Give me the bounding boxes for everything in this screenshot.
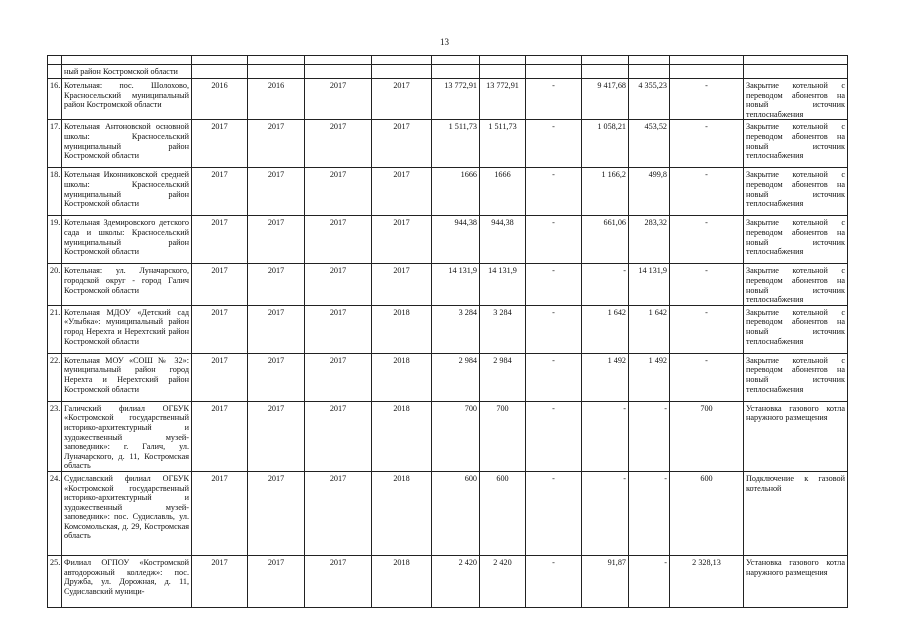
total-cost-cell: 2 420	[432, 555, 480, 607]
measure-description-cell: Закрытие котельной с переводом абонентов на новый источник теплоснабжения	[744, 120, 848, 168]
federal-budget-cell: -	[526, 264, 582, 305]
row-number-cell: 18.	[48, 168, 62, 216]
table-row	[48, 353, 848, 401]
other-sources-cell: -	[670, 79, 744, 120]
table-row	[48, 79, 848, 120]
row-number-cell: 23.	[48, 401, 62, 471]
regional-budget-cell: -	[582, 471, 629, 555]
other-sources-cell: 2 328,13	[670, 555, 744, 607]
design-end-year-cell: 2017	[248, 120, 305, 168]
construction-end-year-cell: 2017	[372, 120, 432, 168]
other-sources-cell: -	[670, 353, 744, 401]
other-sources-cell: 600	[670, 471, 744, 555]
local-budget-cell: -	[629, 471, 670, 555]
row-number-cell: 25.	[48, 555, 62, 607]
table-row	[48, 120, 848, 168]
object-name-cell: Котельная Здемировского детского сада и школы: Красносельский муниципальный район Костромской области	[62, 216, 192, 264]
financing-total-cell: 700	[480, 401, 526, 471]
design-end-year-cell: 2017	[248, 305, 305, 353]
regional-budget-cell: -	[582, 264, 629, 305]
other-sources-cell: -	[670, 264, 744, 305]
object-name-cell: Котельная Антоновской основной школы: Красносельский муниципальный район Костромской области	[62, 120, 192, 168]
construction-start-year-cell: 2017	[305, 401, 372, 471]
row-number-cell: 16.	[48, 79, 62, 120]
design-start-year-cell: 2017	[192, 264, 248, 305]
design-start-year-cell: 2017	[192, 555, 248, 607]
table-row-continuation	[48, 65, 848, 79]
table-row	[48, 471, 848, 555]
table-row	[48, 555, 848, 607]
federal-budget-cell: -	[526, 79, 582, 120]
construction-end-year-cell: 2017	[372, 216, 432, 264]
other-sources-cell: 700	[670, 401, 744, 471]
regional-budget-cell: 661,06	[582, 216, 629, 264]
object-name-cell: Котельная: пос. Шолохово, Красносельский муниципальный район Костромской области	[62, 79, 192, 120]
design-end-year-cell: 2017	[248, 555, 305, 607]
total-cost-cell: 3 284	[432, 305, 480, 353]
table-row	[48, 264, 848, 305]
design-end-year-cell: 2017	[248, 353, 305, 401]
regional-budget-cell: 1 642	[582, 305, 629, 353]
table-row	[48, 401, 848, 471]
design-start-year-cell: 2017	[192, 471, 248, 555]
measure-description-cell: Подключение к газовой котельной	[744, 471, 848, 555]
regional-budget-cell: 1 166,2	[582, 168, 629, 216]
row-number-cell: 21.	[48, 305, 62, 353]
construction-start-year-cell: 2017	[305, 471, 372, 555]
local-budget-cell: 1 492	[629, 353, 670, 401]
row-number-cell: 19.	[48, 216, 62, 264]
financing-total-cell: 2 420	[480, 555, 526, 607]
design-end-year-cell: 2016	[248, 79, 305, 120]
total-cost-cell: 600	[432, 471, 480, 555]
measure-description-cell: Закрытие котельной с переводом абонентов на новый источник теплоснабжения	[744, 353, 848, 401]
federal-budget-cell: -	[526, 555, 582, 607]
construction-start-year-cell: 2017	[305, 264, 372, 305]
total-cost-cell: 14 131,9	[432, 264, 480, 305]
local-budget-cell: 4 355,23	[629, 79, 670, 120]
regional-budget-cell: 9 417,68	[582, 79, 629, 120]
federal-budget-cell: -	[526, 305, 582, 353]
object-name-cell: Котельная: ул. Луначарского, городской округ - город Галич Костромской области	[62, 264, 192, 305]
local-budget-cell: -	[629, 401, 670, 471]
total-cost-cell: 13 772,91	[432, 79, 480, 120]
construction-end-year-cell: 2018	[372, 471, 432, 555]
local-budget-cell: -	[629, 555, 670, 607]
other-sources-cell: -	[670, 168, 744, 216]
table-row	[48, 305, 848, 353]
design-start-year-cell: 2016	[192, 79, 248, 120]
local-budget-cell: 499,8	[629, 168, 670, 216]
federal-budget-cell: -	[526, 401, 582, 471]
construction-start-year-cell: 2017	[305, 305, 372, 353]
object-name-cell: Котельная МДОУ «Детский сад «Улыбка»: муниципальный район город Нерехта и Нерехтский район Костромской области	[62, 305, 192, 353]
federal-budget-cell: -	[526, 216, 582, 264]
design-start-year-cell: 2017	[192, 168, 248, 216]
measure-description-cell: Закрытие котельной с переводом абонентов на новый источник теплоснабжения	[744, 264, 848, 305]
design-start-year-cell: 2017	[192, 353, 248, 401]
measure-description-cell: Установка газового котла наружного размещения	[744, 555, 848, 607]
local-budget-cell: 453,52	[629, 120, 670, 168]
construction-start-year-cell: 2017	[305, 555, 372, 607]
design-start-year-cell: 2017	[192, 216, 248, 264]
design-end-year-cell: 2017	[248, 216, 305, 264]
financing-total-cell: 2 984	[480, 353, 526, 401]
total-cost-cell: 700	[432, 401, 480, 471]
object-name-cell: Филиал ОГПОУ «Костромской автодорожный колледж»: пос. Дружба, ул. Дорожная, д. 11, Судиславский муници-	[62, 555, 192, 607]
construction-end-year-cell: 2018	[372, 305, 432, 353]
other-sources-cell: -	[670, 120, 744, 168]
measure-description-cell: Закрытие котельной с переводом абонентов на новый источник теплоснабжения	[744, 305, 848, 353]
construction-end-year-cell: 2017	[372, 264, 432, 305]
financing-total-cell: 600	[480, 471, 526, 555]
row-number-cell: 22.	[48, 353, 62, 401]
row-number-cell: 17.	[48, 120, 62, 168]
local-budget-cell: 14 131,9	[629, 264, 670, 305]
row-number-cell	[48, 65, 62, 79]
design-end-year-cell: 2017	[248, 168, 305, 216]
regional-budget-cell: 91,87	[582, 555, 629, 607]
construction-start-year-cell: 2017	[305, 79, 372, 120]
federal-budget-cell: -	[526, 353, 582, 401]
construction-start-year-cell: 2017	[305, 168, 372, 216]
total-cost-cell: 1 511,73	[432, 120, 480, 168]
federal-budget-cell: -	[526, 471, 582, 555]
other-sources-cell: -	[670, 305, 744, 353]
design-start-year-cell: 2017	[192, 401, 248, 471]
construction-end-year-cell: 2018	[372, 401, 432, 471]
financing-total-cell: 13 772,91	[480, 79, 526, 120]
measure-description-cell: Закрытие котельной с переводом абонентов на новый источник теплоснабжения	[744, 168, 848, 216]
financing-total-cell: 3 284	[480, 305, 526, 353]
construction-end-year-cell: 2017	[372, 168, 432, 216]
table-row	[48, 216, 848, 264]
design-start-year-cell: 2017	[192, 120, 248, 168]
design-end-year-cell: 2017	[248, 471, 305, 555]
row-number-cell: 20.	[48, 264, 62, 305]
total-cost-cell: 2 984	[432, 353, 480, 401]
financing-total-cell: 14 131,9	[480, 264, 526, 305]
page-number: 13	[440, 37, 449, 47]
local-budget-cell: 283,32	[629, 216, 670, 264]
table-header-strip	[48, 56, 848, 65]
other-sources-cell: -	[670, 216, 744, 264]
federal-budget-cell: -	[526, 168, 582, 216]
measure-description-cell: Закрытие котельной с переводом абонентов на новый источник теплоснабжения	[744, 216, 848, 264]
construction-start-year-cell: 2017	[305, 216, 372, 264]
design-end-year-cell: 2017	[248, 401, 305, 471]
measure-description-cell: Установка газового котла наружного размещения	[744, 401, 848, 471]
financing-total-cell: 944,38	[480, 216, 526, 264]
construction-end-year-cell: 2018	[372, 555, 432, 607]
table-row	[48, 168, 848, 216]
total-cost-cell: 1666	[432, 168, 480, 216]
regional-budget-cell: 1 058,21	[582, 120, 629, 168]
object-name-cell: Котельная МОУ «СОШ № 32»: муниципальный район город Нерехта и Нерехтский район Костромской области	[62, 353, 192, 401]
object-name-cell: ный район Костромской области	[62, 65, 192, 79]
construction-end-year-cell: 2018	[372, 353, 432, 401]
financing-total-cell: 1666	[480, 168, 526, 216]
design-end-year-cell: 2017	[248, 264, 305, 305]
local-budget-cell: 1 642	[629, 305, 670, 353]
financing-total-cell: 1 511,73	[480, 120, 526, 168]
object-name-cell: Галичский филиал ОГБУК «Костромской государственный историко-архитектурный и художественный музей-заповедник»: г. Галич, ул. Луначарского, д. 11, Костромская область	[62, 401, 192, 471]
object-name-cell: Котельная Иконниковской средней школы: Красносельский муниципальный район Костромской области	[62, 168, 192, 216]
construction-end-year-cell: 2017	[372, 79, 432, 120]
regional-budget-cell: 1 492	[582, 353, 629, 401]
construction-start-year-cell: 2017	[305, 353, 372, 401]
federal-budget-cell: -	[526, 120, 582, 168]
row-number-cell: 24.	[48, 471, 62, 555]
design-start-year-cell: 2017	[192, 305, 248, 353]
regional-budget-cell: -	[582, 401, 629, 471]
total-cost-cell: 944,38	[432, 216, 480, 264]
measure-description-cell: Закрытие котельной с переводом абонентов на новый источник теплоснабжения	[744, 79, 848, 120]
projects-table	[47, 55, 848, 608]
construction-start-year-cell: 2017	[305, 120, 372, 168]
object-name-cell: Судиславский филиал ОГБУК «Костромской государственный историко-архитектурный и художественный музей-заповедник»: пос. Судиславль, ул. Комсомольская, д. 29, Костромская область	[62, 471, 192, 555]
